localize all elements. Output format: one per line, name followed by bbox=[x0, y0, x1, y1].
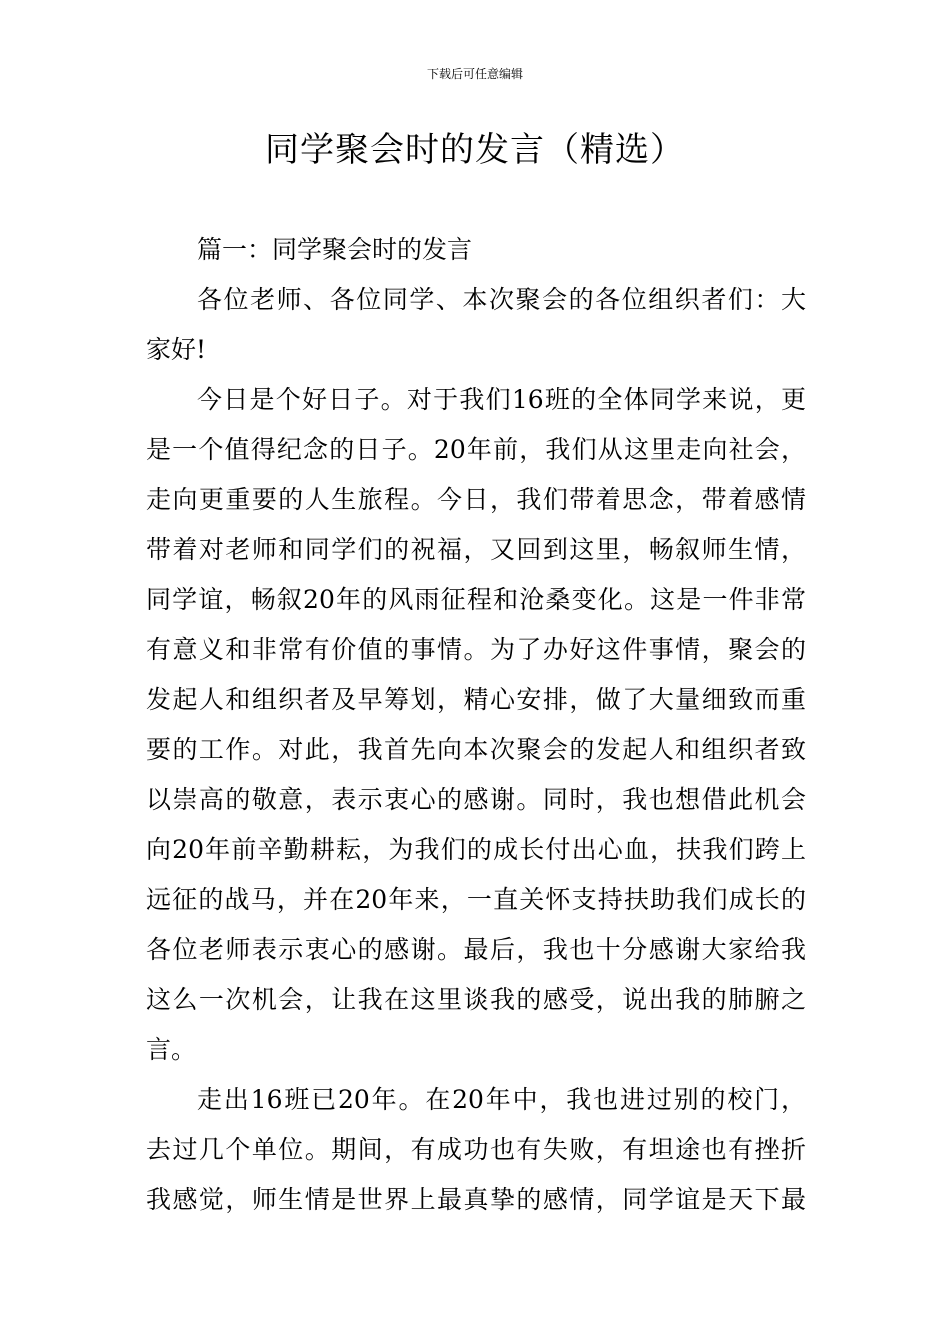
text-line: 有意义和非常有价值的事情。为了办好这件事情，聚会的 bbox=[146, 635, 806, 664]
document-body bbox=[146, 225, 806, 1225]
text-line: 篇一：同学聚会时的发言 bbox=[197, 235, 473, 264]
header-note: 下载后可任意编辑 bbox=[426, 67, 523, 81]
text-line: 带着对老师和同学们的祝福，又回到这里，畅叙师生情， bbox=[146, 535, 806, 564]
text-line: 去过几个单位。期间，有成功也有失败，有坦途也有挫折 bbox=[146, 1135, 806, 1164]
text-line: 同学谊，畅叙20年的风雨征程和沧桑变化。这是一件非常 bbox=[146, 585, 806, 614]
text-line: 言。 bbox=[146, 1035, 197, 1064]
text-line: 走出16班已20年。在20年中，我也进过别的校门， bbox=[197, 1085, 806, 1114]
text-line: 家好! bbox=[146, 335, 207, 364]
text-line: 走向更重要的人生旅程。今日，我们带着思念，带着感情 bbox=[146, 485, 806, 514]
text-line: 向20年前辛勤耕耘，为我们的成长付出心血，扶我们跨上 bbox=[146, 835, 806, 864]
text-line: 是一个值得纪念的日子。20年前，我们从这里走向社会， bbox=[146, 435, 806, 464]
text-line: 这么一次机会，让我在这里谈我的感受，说出我的肺腑之 bbox=[146, 985, 806, 1014]
text-line: 远征的战马，并在20年来，一直关怀支持扶助我们成长的 bbox=[146, 885, 806, 914]
document-title: 同学聚会时的发言（精选） bbox=[265, 130, 685, 170]
text-line: 以崇高的敬意，表示衷心的感谢。同时，我也想借此机会 bbox=[146, 785, 806, 814]
text-line: 要的工作。对此，我首先向本次聚会的发起人和组织者致 bbox=[146, 735, 806, 764]
text-line: 今日是个好日子。对于我们16班的全体同学来说，更 bbox=[197, 385, 806, 414]
text-line: 各位老师表示衷心的感谢。最后，我也十分感谢大家给我 bbox=[146, 935, 806, 964]
text-line: 发起人和组织者及早筹划，精心安排，做了大量细致而重 bbox=[146, 685, 806, 714]
text-line: 我感觉，师生情是世界上最真挚的感情，同学谊是天下最 bbox=[146, 1185, 806, 1214]
text-line: 各位老师、各位同学、本次聚会的各位组织者们：大 bbox=[197, 285, 806, 314]
